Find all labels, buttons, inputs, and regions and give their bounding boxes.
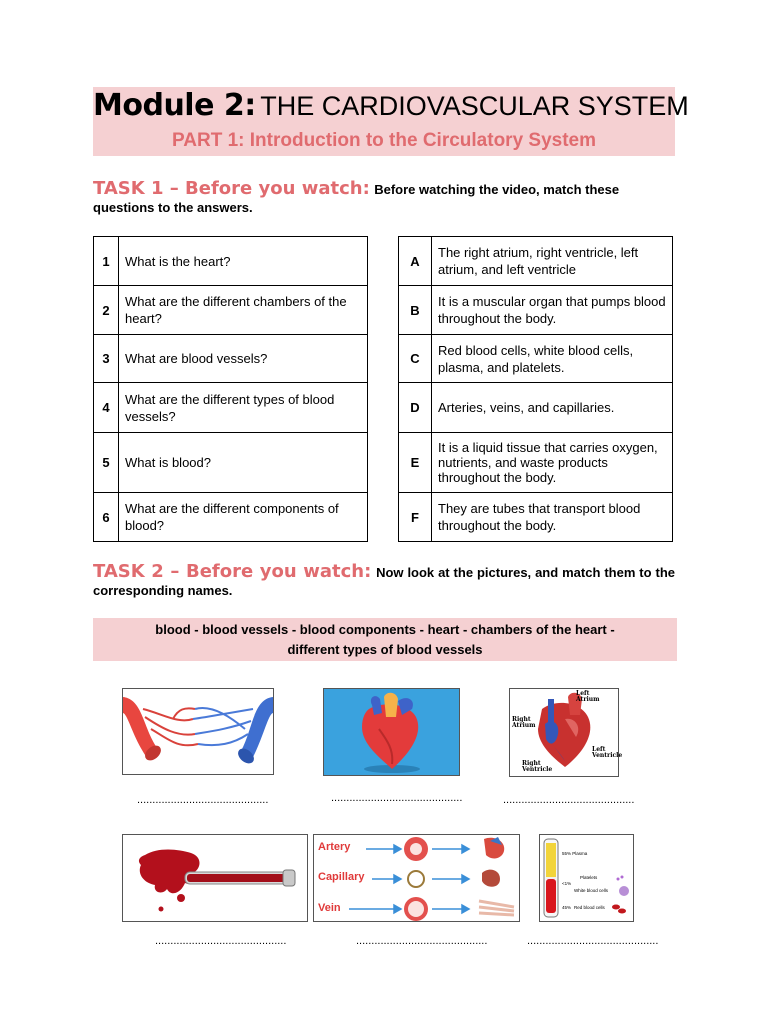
task2-header xyxy=(93,563,675,600)
label-left-ventricle: Left Ventricle xyxy=(592,746,623,759)
table-row xyxy=(94,493,368,542)
question-text: What are blood vessels? xyxy=(119,335,368,383)
question-number: 1 xyxy=(94,237,119,286)
question-number: 4 xyxy=(94,383,119,433)
heart-image xyxy=(323,688,460,776)
label-artery: Artery xyxy=(318,841,351,853)
task2-heading: TASK 2 – Before you watch: xyxy=(93,561,372,582)
answer-letter: D xyxy=(399,383,432,433)
answer-blank[interactable]: ........................................... xyxy=(155,935,287,947)
answer-blank[interactable]: ........................................... xyxy=(356,935,488,947)
table-row xyxy=(399,383,673,433)
task1-instruction: Before watching the video, match these questions to the answers. xyxy=(93,182,620,215)
answers-table xyxy=(398,236,673,542)
question-number: 3 xyxy=(94,335,119,383)
question-number: 2 xyxy=(94,286,119,335)
task1-heading: TASK 1 – Before you watch: xyxy=(93,178,370,199)
heart-chambers-image xyxy=(509,688,623,777)
table-row xyxy=(94,433,368,493)
task1-header xyxy=(93,180,675,217)
table-row xyxy=(399,493,673,542)
label-right-ventricle: Right Ventricle xyxy=(522,760,553,773)
label-capillary: Capillary xyxy=(318,871,365,883)
label-white-cells: White blood cells xyxy=(574,888,609,893)
blood-image xyxy=(122,834,308,922)
answer-letter: A xyxy=(399,237,432,286)
answer-blank[interactable]: ........................................... xyxy=(137,794,269,806)
label-plasma: 55% Plasma xyxy=(562,851,588,856)
vessel-types-image xyxy=(313,834,520,922)
page-title xyxy=(93,88,689,123)
answer-text: Arteries, veins, and capillaries. xyxy=(432,383,673,433)
word-bank xyxy=(93,620,677,660)
answer-letter: C xyxy=(399,335,432,383)
word-bank-line: different types of blood vessels xyxy=(287,642,483,657)
answer-text: The right atrium, right ventricle, left atrium, and left ventricle xyxy=(432,237,673,286)
answer-text: Red blood cells, white blood cells, plasma, and platelets. xyxy=(432,335,673,383)
table-row xyxy=(94,237,368,286)
label-right-atrium: Right Atrium xyxy=(512,716,536,729)
answer-letter: F xyxy=(399,493,432,542)
word-bank-line: blood - blood vessels - blood components - heart - chambers of the heart - xyxy=(155,622,615,637)
label-vein: Vein xyxy=(318,902,341,914)
table-row xyxy=(399,433,673,493)
table-row xyxy=(94,335,368,383)
answer-letter: B xyxy=(399,286,432,335)
module-title: THE CARDIOVASCULAR SYSTEM xyxy=(260,91,689,121)
label-red-cells: Red blood cells xyxy=(574,905,605,910)
blood-vessels-image xyxy=(122,688,274,775)
question-text: What is blood? xyxy=(119,433,368,493)
label-platelets: Platelets xyxy=(580,875,598,880)
answer-blank[interactable]: ........................................... xyxy=(331,792,463,804)
label-pct-red: 45% xyxy=(562,905,572,910)
table-row xyxy=(399,286,673,335)
module-label: Module 2: xyxy=(93,88,256,123)
question-number: 6 xyxy=(94,493,119,542)
question-text: What are the different chambers of the heart? xyxy=(119,286,368,335)
question-number: 5 xyxy=(94,433,119,493)
table-row xyxy=(399,237,673,286)
question-text: What is the heart? xyxy=(119,237,368,286)
question-text: What are the different components of blood? xyxy=(119,493,368,542)
task2-instruction: Now look at the pictures, and match them to the corresponding names. xyxy=(93,565,675,598)
table-row xyxy=(94,286,368,335)
answer-text: It is a muscular organ that pumps blood throughout the body. xyxy=(432,286,673,335)
label-left-atrium: Left Atrium xyxy=(576,690,600,703)
answer-text: It is a liquid tissue that carries oxygen, nutrients, and waste products throughout the body. xyxy=(432,433,673,493)
answer-blank[interactable]: ........................................... xyxy=(503,794,635,806)
blood-components-image xyxy=(539,834,634,922)
table-row xyxy=(399,335,673,383)
question-text: What are the different types of blood vessels? xyxy=(119,383,368,433)
answer-blank[interactable]: ........................................... xyxy=(527,935,659,947)
answer-text: They are tubes that transport blood throughout the body. xyxy=(432,493,673,542)
answer-letter: E xyxy=(399,433,432,493)
table-row xyxy=(94,383,368,433)
questions-table xyxy=(93,236,368,542)
label-pct-white: <1% xyxy=(562,881,572,886)
page-subtitle: PART 1: Introduction to the Circulatory System xyxy=(171,130,597,151)
